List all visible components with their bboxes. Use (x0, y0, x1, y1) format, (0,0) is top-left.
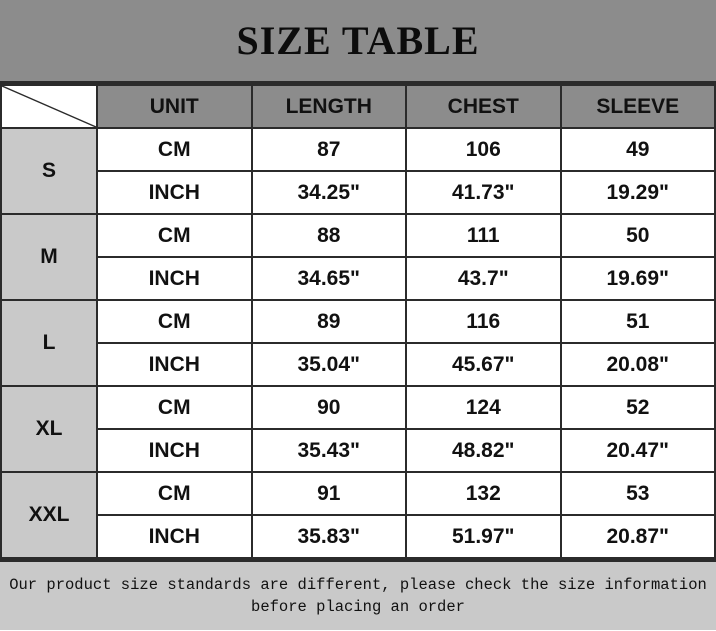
sleeve-value: 20.87" (561, 515, 716, 558)
size-label: XXL (1, 472, 97, 558)
length-value: 35.43" (252, 429, 407, 472)
chest-value: 45.67" (406, 343, 561, 386)
unit-label: CM (97, 386, 252, 429)
sleeve-value: 51 (561, 300, 716, 343)
size-label: S (1, 128, 97, 214)
unit-label: INCH (97, 343, 252, 386)
chest-value: 51.97" (406, 515, 561, 558)
column-header-sleeve: SLEEVE (561, 85, 716, 128)
unit-label: CM (97, 472, 252, 515)
length-value: 88 (252, 214, 407, 257)
table-row (1, 343, 715, 386)
sleeve-value: 19.69" (561, 257, 716, 300)
chest-value: 124 (406, 386, 561, 429)
column-header-length: LENGTH (252, 85, 407, 128)
chest-value: 41.73" (406, 171, 561, 214)
length-value: 91 (252, 472, 407, 515)
table-row (1, 386, 715, 429)
length-value: 87 (252, 128, 407, 171)
column-header-unit: UNIT (97, 85, 252, 128)
unit-label: INCH (97, 171, 252, 214)
chest-value: 116 (406, 300, 561, 343)
diagonal-divider-icon (2, 86, 96, 127)
length-value: 35.83" (252, 515, 407, 558)
table-row (1, 429, 715, 472)
sleeve-value: 53 (561, 472, 716, 515)
table-row (1, 214, 715, 257)
unit-label: CM (97, 300, 252, 343)
sleeve-value: 50 (561, 214, 716, 257)
chest-value: 43.7" (406, 257, 561, 300)
table-row (1, 472, 715, 515)
chest-value: 48.82" (406, 429, 561, 472)
length-value: 35.04" (252, 343, 407, 386)
size-note-line-2: before placing an order (251, 598, 465, 616)
unit-label: INCH (97, 515, 252, 558)
unit-label: INCH (97, 257, 252, 300)
size-note-line-1: Our product size standards are different, please check the size information (9, 576, 707, 594)
length-value: 90 (252, 386, 407, 429)
length-value: 34.65" (252, 257, 407, 300)
sleeve-value: 19.29" (561, 171, 716, 214)
unit-label: INCH (97, 429, 252, 472)
table-row (1, 300, 715, 343)
table-row (1, 128, 715, 171)
chest-value: 106 (406, 128, 561, 171)
unit-label: CM (97, 128, 252, 171)
unit-label: CM (97, 214, 252, 257)
table-row (1, 257, 715, 300)
sleeve-value: 20.08" (561, 343, 716, 386)
size-label: L (1, 300, 97, 386)
table-header-row (1, 85, 715, 128)
chest-value: 132 (406, 472, 561, 515)
sleeve-value: 49 (561, 128, 716, 171)
table-row (1, 171, 715, 214)
length-value: 89 (252, 300, 407, 343)
sleeve-value: 20.47" (561, 429, 716, 472)
page-title: SIZE TABLE (236, 18, 480, 63)
sleeve-value: 52 (561, 386, 716, 429)
corner-cell (1, 85, 97, 128)
table-row (1, 515, 715, 558)
length-value: 34.25" (252, 171, 407, 214)
size-label: M (1, 214, 97, 300)
size-table (0, 84, 716, 559)
size-note (0, 559, 716, 630)
column-header-chest: CHEST (406, 85, 561, 128)
title-bar (0, 0, 716, 84)
size-label: XL (1, 386, 97, 472)
chest-value: 111 (406, 214, 561, 257)
